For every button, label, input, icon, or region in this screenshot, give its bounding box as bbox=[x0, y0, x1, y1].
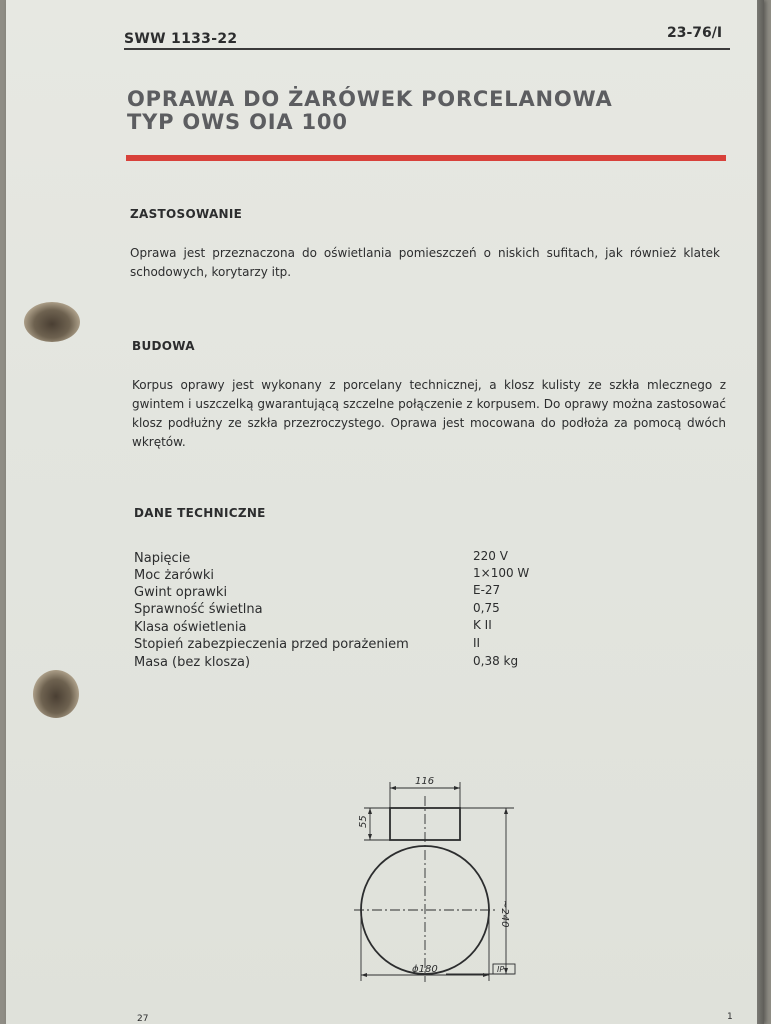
spec-value: II bbox=[473, 636, 481, 650]
spec-label: Sprawność świetlna bbox=[134, 602, 263, 617]
dim-width-top-label: 116 bbox=[415, 776, 435, 787]
spec-value: E-27 bbox=[473, 583, 501, 597]
punch-hole-upper bbox=[24, 302, 80, 342]
spec-value: 0,38 kg bbox=[473, 654, 519, 668]
document-sheet bbox=[6, 0, 764, 1024]
title-line-1: OPRAWA DO ŻARÓWEK PORCELANOWA bbox=[127, 87, 613, 111]
spec-label: Gwint oprawki bbox=[134, 585, 228, 600]
spec-value: 1×100 W bbox=[473, 566, 530, 580]
spec-value: 0,75 bbox=[473, 601, 500, 615]
usage-heading: ZASTOSOWANIE bbox=[130, 207, 243, 221]
luminaire-drawing bbox=[346, 770, 531, 992]
spec-label: Stopień zabezpieczenia przed porażeniem bbox=[134, 637, 409, 652]
punch-hole-lower bbox=[33, 670, 79, 718]
construction-heading: BUDOWA bbox=[132, 339, 195, 353]
footer-page-number: 27 bbox=[137, 1014, 149, 1024]
document-code: SWW 1133-22 bbox=[124, 31, 238, 47]
title-accent-bar bbox=[126, 155, 726, 161]
sheet-number: 23-76/I bbox=[667, 25, 723, 41]
title-line-2: TYP OWS OIA 100 bbox=[127, 110, 348, 134]
spec-label: Napięcie bbox=[134, 551, 191, 566]
construction-paragraph: Korpus oprawy jest wykonany z porcelany technicznej, a klosz kulisty ze szkła mlecznego z gwintem i uszczelką gwarantującą szczelne połączenie z korpusem. Do oprawy można zastosować klosz podłużny ze szkła przezroczystego. Oprawa jest mocowana do podłoża za pomocą dwóch wkrętów. bbox=[132, 378, 726, 449]
header-rule bbox=[124, 48, 730, 50]
spec-label: Moc żarówki bbox=[134, 568, 215, 583]
footer-mark: 1 bbox=[727, 1012, 733, 1022]
ip-mark: IP bbox=[497, 965, 505, 974]
usage-paragraph: Oprawa jest przeznaczona do oświetlania pomieszczeń o niskich sufitach, jak również klatek schodowych, korytarzy itp. bbox=[130, 246, 720, 279]
spec-label: Masa (bez klosza) bbox=[134, 655, 251, 670]
dim-height-base-label: 55 bbox=[358, 815, 369, 828]
technical-heading: DANE TECHNICZNE bbox=[134, 506, 266, 520]
spec-value: K II bbox=[473, 618, 492, 632]
dim-diameter-label: ϕ180 bbox=[412, 964, 438, 975]
page-edge bbox=[757, 0, 764, 1024]
spec-label: Klasa oświetlenia bbox=[134, 620, 247, 635]
dim-total-height-label: ~240 bbox=[499, 900, 510, 928]
spec-value: 220 V bbox=[473, 549, 508, 563]
